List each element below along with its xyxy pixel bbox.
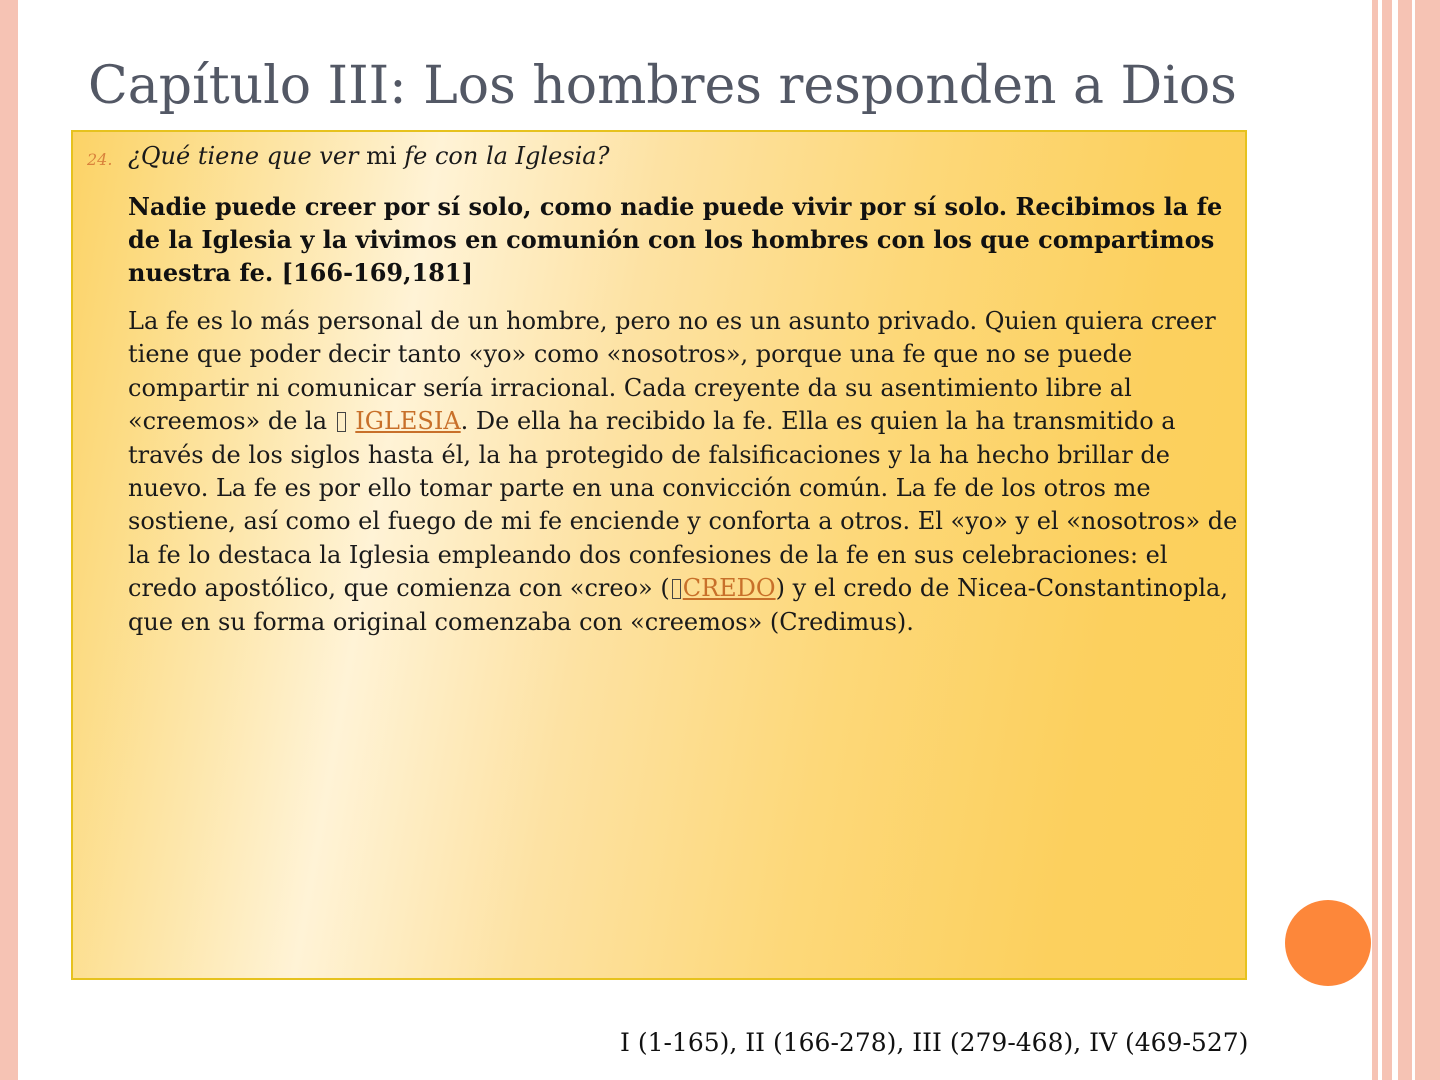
credo-link[interactable]: CREDO (682, 574, 776, 603)
body-text-segment: ) y el credo de Nicea-Constantinopla, que en su forma original comenzaba con «creemos» (Credimus). (128, 574, 1228, 636)
decor-stripe (1398, 0, 1440, 1080)
slide-title: Capítulo III: Los hombres responden a Dios (88, 56, 1237, 116)
decor-stripe (1382, 0, 1392, 1080)
question-part: ¿Qué tiene que ver (128, 142, 359, 170)
question-heading (128, 142, 609, 170)
body-text-segment: . De ella ha recibido la fe. Ella es quien la ha transmitido a través de los siglos hasta él, la ha protegido de falsificaciones y la ha hecho brillar de nuevo. La fe es por ello tomar parte en una convicción común. La fe de los otros me sostiene, así como el fuego de mi fe enciende y conforta a otros. El «yo» y el «nosotros» de la fe lo destaca la Iglesia empleando dos confesiones de la fe en sus celebraciones: el credo apostólico, que comienza con «creo» ( (128, 407, 1238, 603)
decor-stripe-gap (1412, 0, 1415, 1080)
body-paragraph (128, 305, 1238, 639)
decor-stripe (1372, 0, 1378, 1080)
arrow-glyph-icon (337, 412, 346, 432)
left-decor-bar (0, 0, 18, 1080)
iglesia-link[interactable]: IGLESIA (355, 407, 461, 436)
answer-summary: Nadie puede creer por sí solo, como nadie puede vivir por sí solo. Recibimos la fe de la Iglesia y la vivimos en comunión con los hombres con los que compartimos nuestra fe. [166-169,181] (128, 192, 1223, 287)
right-decor-stripes (1372, 0, 1440, 1080)
arrow-glyph-icon (672, 579, 681, 599)
content-panel (71, 130, 1247, 980)
body-text-segment: La fe es lo más personal de un hombre, pero no es un asunto privado. Quien quiera creer tiene que poder decir tanto «yo» como «nosotros», porque una fe que no se puede compartir ni comunicar sería irracional. Cada creyente da su asentimiento libre al «creemos» de la (128, 307, 1216, 436)
chapter-ranges-footer: I (1-165), II (166-278), III (279-468), IV (469-527) (620, 1028, 1249, 1057)
decorative-circle (1285, 900, 1371, 986)
question-number: 24. (87, 150, 113, 169)
question-part: mi (366, 142, 397, 170)
question-part: fe con la Iglesia? (404, 142, 610, 170)
